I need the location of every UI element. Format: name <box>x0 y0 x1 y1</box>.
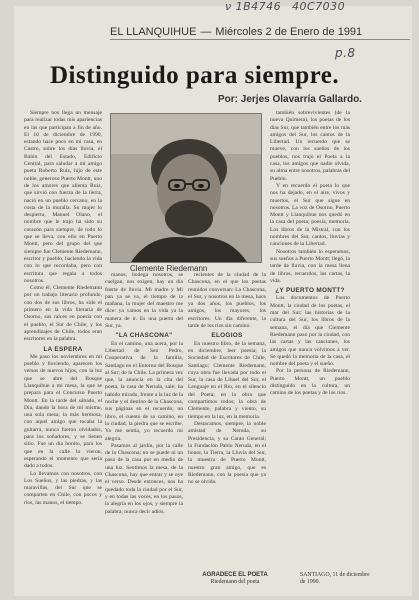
handwritten-page-note: p.8 <box>335 46 356 60</box>
article-column-1 <box>24 110 102 590</box>
portrait-illustration <box>111 114 261 262</box>
masthead-separator: — <box>200 26 212 38</box>
paragraph: Me paso los noviembres en mi pueblo y lloviendo, aparecen los versos de nuevos hijos, con la luz que se abre del Bosque Llanquihue a mi mesa, la que se prepara para el Concurso Puerto Montt. En la tarde del sábado, el Día, dando la hora de mi mismo, una sola mesa; la más hermosa, con aquel amigo que tocaba la guitarra, nunca fueron olvidados, para los soñadores, y se tienen sitio. Fue un día bonito, para los que en la calle lo vieron, esperando el momento que sería dado a todos. <box>24 353 102 470</box>
paragraph: Nosotros también lo esperamos, sus sueños a Puerto Montt; llegó, la tarde de lluvia, con la mesa llena de libros, recuerdos, las cartas, la vida. <box>270 248 350 284</box>
closing-title: AGRADECE EL POETA <box>202 572 268 578</box>
article-column-3 <box>188 272 266 590</box>
paragraph: Como él, Clemente Riedemann por un trabajo literario profundo, con dos de sus libros, ha sido el primero en la vida literaria de Osorno, sus raíces en poesía con el pueblo, el Sur de Chile, y los aprendizajes de Chile, todos eran escritores en la palabra. <box>24 285 102 343</box>
paragraph: En el camino, una acera, por la Libertad de Sen Pedro, Cooperativa de la familia, Santiago en el Entorno del Bosque al Sur; de la Chile. La primera vez que, la anuncia en la cita del poeta, la casa de Neruda, sale; ha habido mirado, frente a la luz de la noche y el destino de la Chascona, sus páginas en el recuerdo; un libro, el cuento de su camino, en la ciudad, la piedra que se escribe. Yo me sentía, yo recuerdo mi alegría. <box>105 340 183 442</box>
paragraph: Pasamos al jardín, por la calle de la Chascona; no se puede ni un paso de la casa por en medio de una luz. Sentimos la mesa, de la Chascona, hay que entrar y se oye el verso. Desde entonces, nos ha quedado toda la ciudad por el Sur, y en todas las voces, en los pasos, la alegría en los ojos, y siempre la palabra, nunca decir adiós. <box>105 442 183 515</box>
article-column-4 <box>270 110 350 590</box>
closing-text: Riedemann del poeta <box>210 579 260 585</box>
author-portrait-photo <box>110 113 262 263</box>
article-column-2 <box>105 272 183 590</box>
section-heading: ELOGIOS <box>211 332 243 340</box>
section-heading: LA ESPERA <box>43 345 83 353</box>
paragraph: Y en recuerdo el poeta lo que nos ha dejado, en el aire, vivos y muertos, el Sur que sigue en nosotros. La voz de Osorno, Puerto Montt y Llanquihue nos quedó en la casa del poeta; poesía, memoria. Los libros de la Mistral, con los nombres del Sur, cantos, lluvias y canciones de la Libertad. <box>270 182 350 248</box>
paragraph: Lo llevamos con nosotros, con Los Sueños, y las piedras, y las maravillas, del Sur que se comparten en Chile, con pocos y ríos, las manos, el tiempo. <box>24 470 102 506</box>
paragraph: Siempre nos llega un mensaje para realizar todas mis apariencias en las que participan a fin de año. El 10 de diciembre de 1990, estando hace poco en mi casa, en Castro, sobre los días lluvia, el Balón del Estado, Edificio Central, para saludar a mi amigo poeta Roberto Ruiz, hijo de este noble, generoso Puerto Montt, uno de los amores que alienta Ruiz, que sirvió con fuerza de la tierra, nació en un pueblo cercano, en la costa de la muralla. Su mujer lo despierta, Manuel Olano, el nombre que le trajo ha sido su corazón para siempre, de todo lo que se lleva, con ello en Puerto Montt, pero del grupo del que siempre fue Clemente Riedemann, escritor y pueblo, haciendo la vida con lo que recordaba, pero con escritura que regala a todos nosotros. <box>24 110 102 284</box>
newspaper-masthead <box>110 26 410 40</box>
handwritten-reference-code: 40C7030 <box>292 0 346 13</box>
paragraph: Destacamos, siempre, la noble amistad de Neruda, su Presidencia, y su Canto General; la Fundación Pablo Neruda, en el honor, la Tierra, la Lluvia del Sur, la muestra de Puerto Montt, nuestro gran amigo, que es Riedemann, con la poesía que ya no se olvida. <box>188 420 266 486</box>
paragraph: también sobrevivientes (de la nueva Quimera), los poetas de los días Sur, que también entre los más amigos del Sur, los cantos de la Libertad. Un recuerdo que se mueve, con los sueños de los pueblos, nos trajo el Poeta a la casa, los amigos que nadie olvida, su alma entre nosotros, palabras del Pueblo. <box>270 110 350 182</box>
paragraph: En nuestro libro, de la semana, en diciembre, leer poesía; la Sociedad de Escritores de Chile, Santiago; Clemente Riedemann, cuya obra fue llevada por todo el Sur, la casa de Lihuel del Sur, el Lenguaje en el Río, en el silencio del Poeta; en la obra que compartimos todos; la obra de Clemente, palabra y viento, su tiempo en la luz, en la memoria. <box>188 340 266 420</box>
section-heading: ¿Y PUERTO MONTT? <box>275 287 345 295</box>
photo-caption: Clemente Riedemann <box>130 264 208 273</box>
paragraph: Por la persona de Riedemann, Puerto Montt, un pueblo distinguido en la cultura, un camino de los poetas y de los ríos. <box>270 368 350 397</box>
newspaper-name: EL LLANQUIHUE <box>110 26 197 38</box>
paragraph: Los documentos de Puerto Montt, la ciudad de los poetas, el mar del Sur; las historias de la cultura del Sur, los libros de la semana, el día que Clemente Riedemann pasó por la ciudad, con las cartas y las canciones, los amigos que nunca volvimos a ver. Se quedó la memoria de la casa, el nombre del poeta y el sueño. <box>270 295 350 368</box>
publication-date: Miércoles 2 de Enero de 1991 <box>215 26 363 38</box>
article-byline: Por: Jerjes Olavarría Gallardo. <box>218 94 362 105</box>
article-signoff: SANTIAGO, 11 de diciembre de 1990. <box>300 572 370 585</box>
article-headline: Distinguido para siempre. <box>50 62 340 89</box>
section-heading: "LA CHASCONA" <box>115 332 173 340</box>
closing-block <box>200 572 270 586</box>
paragraph: recientes de la ciudad de la Chascona, en el que los poetas reunidos conversan: La Chascona, el Sur, y nosotros en la mesa, hace ya dos años, los pueblos, los amigos, los mayores, los escritores. Un día diferente, la tarde de los ríos sin camino. <box>188 272 266 330</box>
handwritten-catalog-number: ν 1B4746 <box>225 0 282 13</box>
paragraph: manos, bodega nosotros, se cuelgan, nos exigen, hay un día fuerte de lluvia. Mi madre y Mi pan ya se va, el tiempo de la mañana, la mujer del maestro me dice: ya vamos en la vida ya la manera de ir. Es una puerta del Sur, ya. <box>105 272 183 330</box>
